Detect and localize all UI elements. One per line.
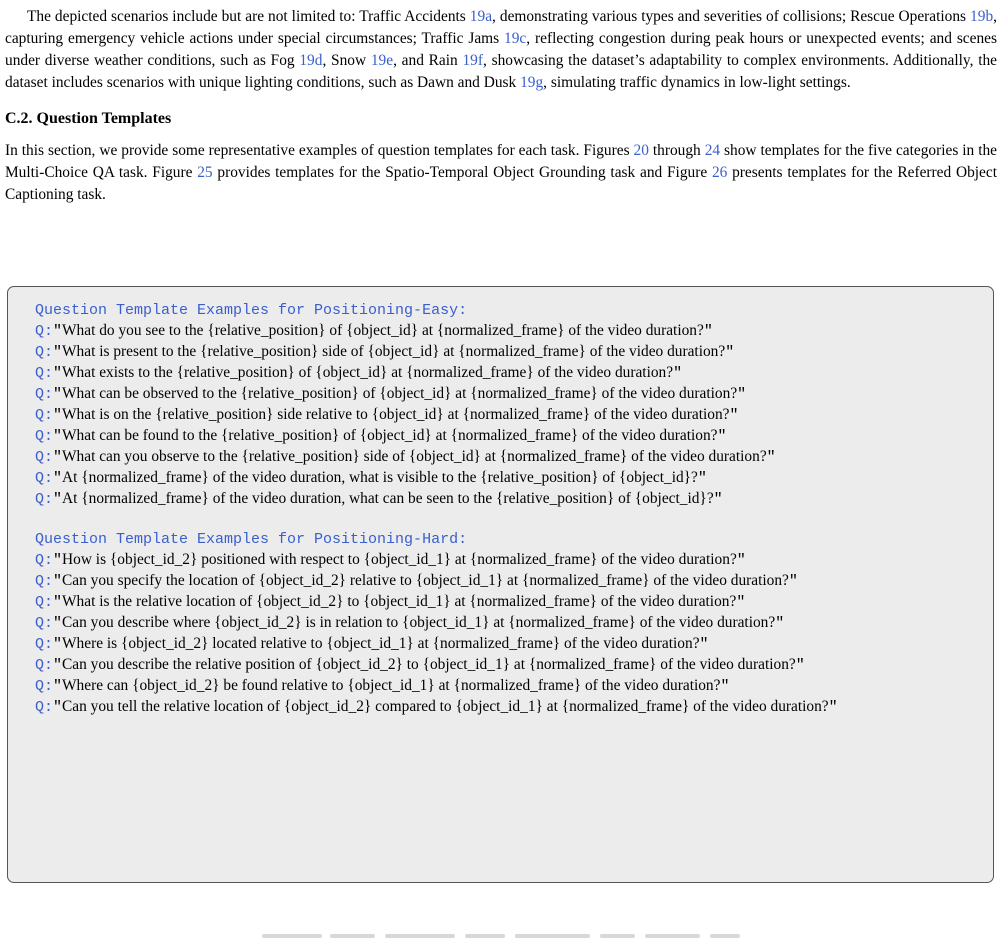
question-text: Where is {object_id_2} located relative to {object_id_1} at {normalized_frame} of the video duration?	[62, 635, 700, 652]
ref-19g[interactable]: 19g	[520, 74, 544, 91]
ref-fig-26[interactable]: 26	[711, 164, 728, 181]
question-tag: Q:	[35, 407, 54, 424]
close-quote: "	[720, 678, 730, 695]
question-tag: Q:	[35, 344, 54, 361]
question-text: Where can {object_id_2} be found relative to {object_id_1} at {normalized_frame} of the video duration?	[62, 677, 721, 694]
close-quote: "	[725, 344, 735, 361]
template-question	[35, 363, 971, 384]
question-text: Can you specify the location of {object_id_2} relative to {object_id_1} at {normalized_frame} of the video duration?	[62, 572, 789, 589]
question-text: What exists to the {relative_position} of {object_id} at {normalized_frame} of the video duration?	[62, 364, 674, 381]
template-question	[35, 321, 971, 342]
question-tag: Q:	[35, 365, 54, 382]
cropped-caption-line	[0, 924, 1002, 947]
ref-19c[interactable]: 19c	[504, 30, 527, 47]
question-tag: Q:	[35, 449, 54, 466]
open-quote: "	[53, 678, 63, 695]
easy-templates-title: Question Template Examples for Positioning-Easy:	[35, 302, 468, 319]
open-quote: "	[53, 657, 63, 674]
section-text: provides templates for the Spatio-Temporal Object Grounding task and Figure	[212, 164, 712, 181]
close-quote: "	[795, 657, 805, 674]
ref-19e[interactable]: 19e	[370, 52, 394, 69]
intro-text: , Snow	[322, 52, 371, 69]
question-tag: Q:	[35, 323, 54, 340]
question-text: How is {object_id_2} positioned with respect to {object_id_1} at {normalized_frame} of the video duration?	[62, 551, 737, 568]
question-text: Can you tell the relative location of {object_id_2} compared to {object_id_1} at {normalized_frame} of the video duration?	[62, 698, 829, 715]
close-quote: "	[828, 699, 838, 716]
hard-templates-list	[35, 550, 971, 718]
hard-templates-title: Question Template Examples for Positioning-Hard:	[35, 531, 468, 548]
question-tag: Q:	[35, 386, 54, 403]
template-question	[35, 655, 971, 676]
question-text: At {normalized_frame} of the video duration, what can be seen to the {relative_position} of {object_id}?	[62, 490, 714, 507]
open-quote: "	[53, 594, 63, 611]
close-quote: "	[697, 470, 707, 487]
open-quote: "	[53, 636, 63, 653]
close-quote: "	[703, 323, 713, 340]
close-quote: "	[673, 365, 683, 382]
section-text: presents templates for the Referred Object Captioning task.	[5, 164, 997, 203]
question-tag: Q:	[35, 615, 54, 632]
section-text: through	[648, 142, 705, 159]
template-question	[35, 384, 971, 405]
template-question	[35, 550, 971, 571]
open-quote: "	[53, 491, 63, 508]
template-question	[35, 634, 971, 655]
question-text: What can be observed to the {relative_position} of {object_id} at {normalized_frame} of the video duration?	[62, 385, 738, 402]
ref-19d[interactable]: 19d	[299, 52, 323, 69]
open-quote: "	[53, 407, 63, 424]
intro-text: , capturing emergency vehicle actions under special circumstances; Traffic Jams	[5, 8, 997, 47]
section-paragraph	[5, 140, 997, 206]
question-tag: Q:	[35, 678, 54, 695]
intro-text: , simulating traffic dynamics in low-light settings.	[543, 74, 851, 91]
question-tag: Q:	[35, 573, 54, 590]
template-question	[35, 489, 971, 510]
template-question	[35, 405, 971, 426]
section-text: show templates for the five categories in the Multi-Choice QA task. Figure	[5, 142, 997, 181]
close-quote: "	[736, 594, 746, 611]
ref-19a[interactable]: 19a	[469, 8, 493, 25]
ref-19f[interactable]: 19f	[462, 52, 483, 69]
close-quote: "	[736, 552, 746, 569]
question-tag: Q:	[35, 470, 54, 487]
open-quote: "	[53, 573, 63, 590]
question-text: At {normalized_frame} of the video duration, what is visible to the {relative_position} of {object_id}?	[62, 469, 698, 486]
close-quote: "	[788, 573, 798, 590]
open-quote: "	[53, 323, 63, 340]
intro-text: , reflecting congestion during peak hours or unexpected events; and scenes under diverse weather conditions, such as Fog	[5, 30, 997, 69]
open-quote: "	[53, 344, 63, 361]
question-tag: Q:	[35, 491, 54, 508]
template-question	[35, 676, 971, 697]
template-box	[7, 286, 994, 883]
ref-fig-20[interactable]: 20	[633, 142, 649, 159]
template-question	[35, 342, 971, 363]
question-text: What do you see to the {relative_position} of {object_id} at {normalized_frame} of the video duration?	[62, 322, 704, 339]
template-question	[35, 697, 971, 718]
section-text: In this section, we provide some representative examples of question templates for each task. Figures	[5, 142, 634, 159]
open-quote: "	[53, 470, 63, 487]
template-question	[35, 468, 971, 489]
close-quote: "	[775, 615, 785, 632]
template-question	[35, 571, 971, 592]
question-text: What is on the {relative_position} side relative to {object_id} at {normalized_frame} of the video duration?	[62, 406, 730, 423]
question-text: What is the relative location of {object_id_2} to {object_id_1} at {normalized_frame} of the video duration?	[62, 593, 737, 610]
close-quote: "	[699, 636, 709, 653]
ref-fig-25[interactable]: 25	[197, 164, 213, 181]
open-quote: "	[53, 449, 63, 466]
template-question	[35, 426, 971, 447]
question-text: Can you describe where {object_id_2} is in relation to {object_id_1} at {normalized_frame} of the video duration?	[62, 614, 776, 631]
intro-text: , demonstrating various types and severities of collisions; Rescue Operations	[492, 8, 971, 25]
question-tag: Q:	[35, 552, 54, 569]
close-quote: "	[766, 449, 776, 466]
question-text: What can be found to the {relative_position} of {object_id} at {normalized_frame} of the video duration?	[62, 427, 718, 444]
close-quote: "	[713, 491, 723, 508]
intro-text: The depicted scenarios include but are not limited to: Traffic Accidents	[27, 8, 470, 25]
question-tag: Q:	[35, 657, 54, 674]
ref-fig-24[interactable]: 24	[704, 142, 721, 159]
intro-text: , showcasing the dataset’s adaptability to complex environments. Additionally, the dataset includes scenarios with unique lighting conditions, such as Dawn and Dusk	[5, 52, 997, 91]
intro-paragraph	[5, 6, 997, 94]
question-tag: Q:	[35, 636, 54, 653]
easy-templates-list	[35, 321, 971, 510]
template-question	[35, 447, 971, 468]
ref-19b[interactable]: 19b	[970, 8, 994, 25]
question-text: Can you describe the relative position of {object_id_2} to {object_id_1} at {normalized_frame} of the video duration?	[62, 656, 796, 673]
intro-text: , and Rain	[393, 52, 463, 69]
open-quote: "	[53, 552, 63, 569]
open-quote: "	[53, 428, 63, 445]
question-text: What is present to the {relative_position} side of {object_id} at {normalized_frame} of the video duration?	[62, 343, 726, 360]
open-quote: "	[53, 615, 63, 632]
section-heading: C.2. Question Templates	[5, 110, 172, 127]
open-quote: "	[53, 699, 63, 716]
template-question	[35, 592, 971, 613]
question-tag: Q:	[35, 428, 54, 445]
question-tag: Q:	[35, 594, 54, 611]
template-question	[35, 613, 971, 634]
close-quote: "	[737, 386, 747, 403]
open-quote: "	[53, 386, 63, 403]
question-text: What can you observe to the {relative_position} side of {object_id} at {normalized_frame} of the video duration?	[62, 448, 767, 465]
close-quote: "	[717, 428, 727, 445]
question-tag: Q:	[35, 699, 54, 716]
open-quote: "	[53, 365, 63, 382]
close-quote: "	[729, 407, 739, 424]
